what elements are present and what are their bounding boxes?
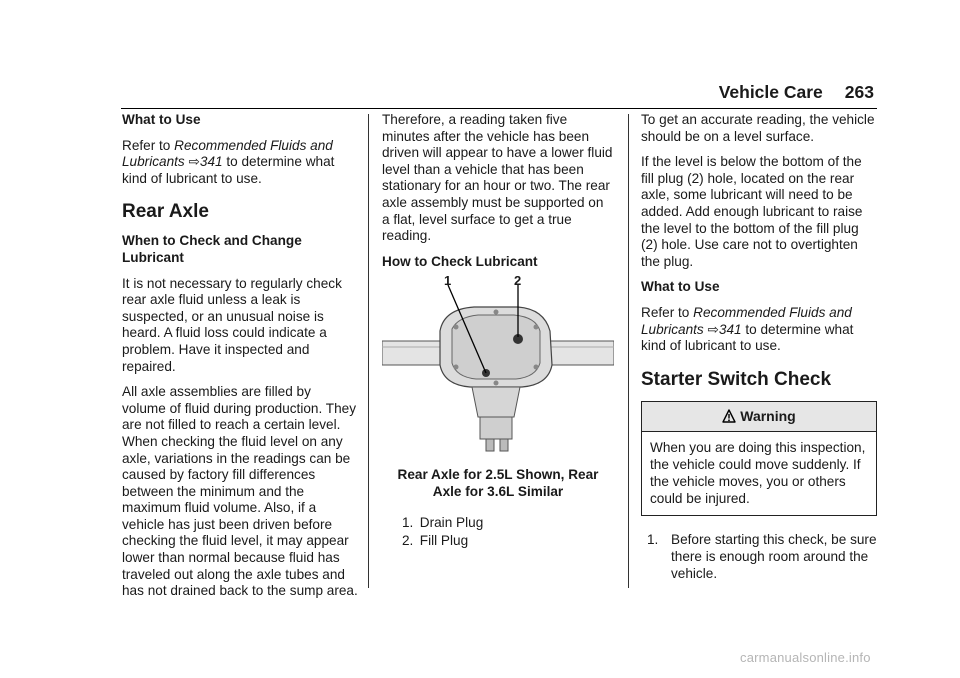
paragraph: To get an accurate reading, the vehicle should be on a level surface. bbox=[641, 112, 875, 144]
column-2 bbox=[382, 112, 614, 552]
recommended-fluids-link[interactable]: Recommended Fluids and Lubricants bbox=[122, 137, 333, 170]
watermark: carmanualsonline.info bbox=[740, 650, 871, 665]
warning-text: When you are doing this inspection, the vehicle could move suddenly. If the vehicle moves, you or others could be injured. bbox=[650, 440, 866, 507]
warning-title: Warning bbox=[740, 407, 796, 424]
refer-paragraph bbox=[122, 138, 358, 188]
paragraph: It is not necessary to regularly check rear axle fluid unless a leak is suspected, or an unusual noise is heard. A fluid loss could indicate a problem. Have it inspected and repaired. bbox=[122, 275, 342, 374]
refer-suffix: to determine what kind of lubricant to use. bbox=[641, 321, 854, 354]
refer-prefix: Refer to bbox=[641, 304, 694, 320]
section-title-rear-axle: Rear Axle bbox=[122, 201, 209, 223]
paragraph: Therefore, a reading taken five minutes after the vehicle has been driven will appear to have a lower fluid level than a vehicle that has been stationary for an hour or two. The rear axle assembly must be supported on a flat, level surface to get a true reading. bbox=[382, 112, 613, 244]
figure-caption: Rear Axle for 2.5L Shown, Rear Axle for 3.6L Similar bbox=[397, 467, 599, 499]
what-to-use-heading: What to Use bbox=[641, 279, 720, 295]
recommended-fluids-link[interactable]: Recommended Fluids and Lubricants bbox=[641, 304, 852, 337]
column-3 bbox=[641, 112, 877, 582]
column-1 bbox=[122, 112, 358, 609]
subhead-check-change: When to Check and Change Lubricant bbox=[122, 233, 302, 265]
legend-number: 2. bbox=[402, 533, 414, 549]
header-title: Vehicle Care bbox=[718, 82, 823, 102]
section-title-starter-switch: Starter Switch Check bbox=[641, 368, 832, 390]
header-rule bbox=[121, 108, 877, 109]
rear-axle-illustration bbox=[382, 273, 614, 457]
step-text: Before starting this check, be sure there is enough room around the vehicle. bbox=[671, 532, 877, 581]
warning-triangle-icon bbox=[722, 409, 736, 423]
page-ref-icon: ⇨ bbox=[188, 154, 200, 170]
page-ref-number[interactable]: 341 bbox=[199, 154, 223, 170]
legend-text: Drain Plug bbox=[419, 514, 484, 530]
subhead-how-to-check: How to Check Lubricant bbox=[382, 253, 538, 269]
column-divider-2 bbox=[628, 114, 629, 588]
legend-text: Fill Plug bbox=[419, 533, 469, 549]
paragraph: If the level is below the bottom of the fill plug (2) hole, located on the rear axle, some lubricant will need to be added. Add enough lubricant to raise the level to the bottom of the fill plug (2) hole. Use care not to overtighten the plug. bbox=[641, 154, 863, 269]
refer-prefix: Refer to bbox=[122, 137, 175, 153]
paragraph: All axle assemblies are filled by volume of fluid during production. They are not filled to reach a certain level. When checking the fluid level on any axle, variations in the readings can be caused by factory fill differences between the minimum and the maximum fluid volume. Also, if a vehicle has just been driven before checking the fluid level, it may appear lower than normal because fluid has traveled out along the axle tubes and has not drained back to the sump area. bbox=[122, 384, 358, 599]
legend-item bbox=[402, 515, 614, 532]
page-number: 263 bbox=[844, 82, 874, 102]
legend-number: 1. bbox=[402, 514, 414, 530]
step-item bbox=[641, 532, 877, 582]
refer-paragraph bbox=[641, 305, 877, 355]
callout-1: 1 bbox=[444, 273, 452, 289]
callout-2: 2 bbox=[514, 273, 522, 289]
warning-header bbox=[642, 402, 876, 433]
page-ref-icon: ⇨ bbox=[707, 321, 719, 337]
figure-legend bbox=[402, 515, 614, 550]
page-header bbox=[719, 84, 874, 101]
legend-item bbox=[402, 533, 614, 550]
page-ref-number[interactable]: 341 bbox=[718, 321, 742, 337]
refer-suffix: to determine what kind of lubricant to use. bbox=[122, 154, 335, 186]
step-number: 1. bbox=[647, 532, 659, 548]
column-divider-1 bbox=[368, 114, 369, 588]
warning-box bbox=[641, 401, 877, 517]
what-to-use-heading: What to Use bbox=[122, 112, 201, 127]
rear-axle-drawing bbox=[382, 279, 614, 457]
